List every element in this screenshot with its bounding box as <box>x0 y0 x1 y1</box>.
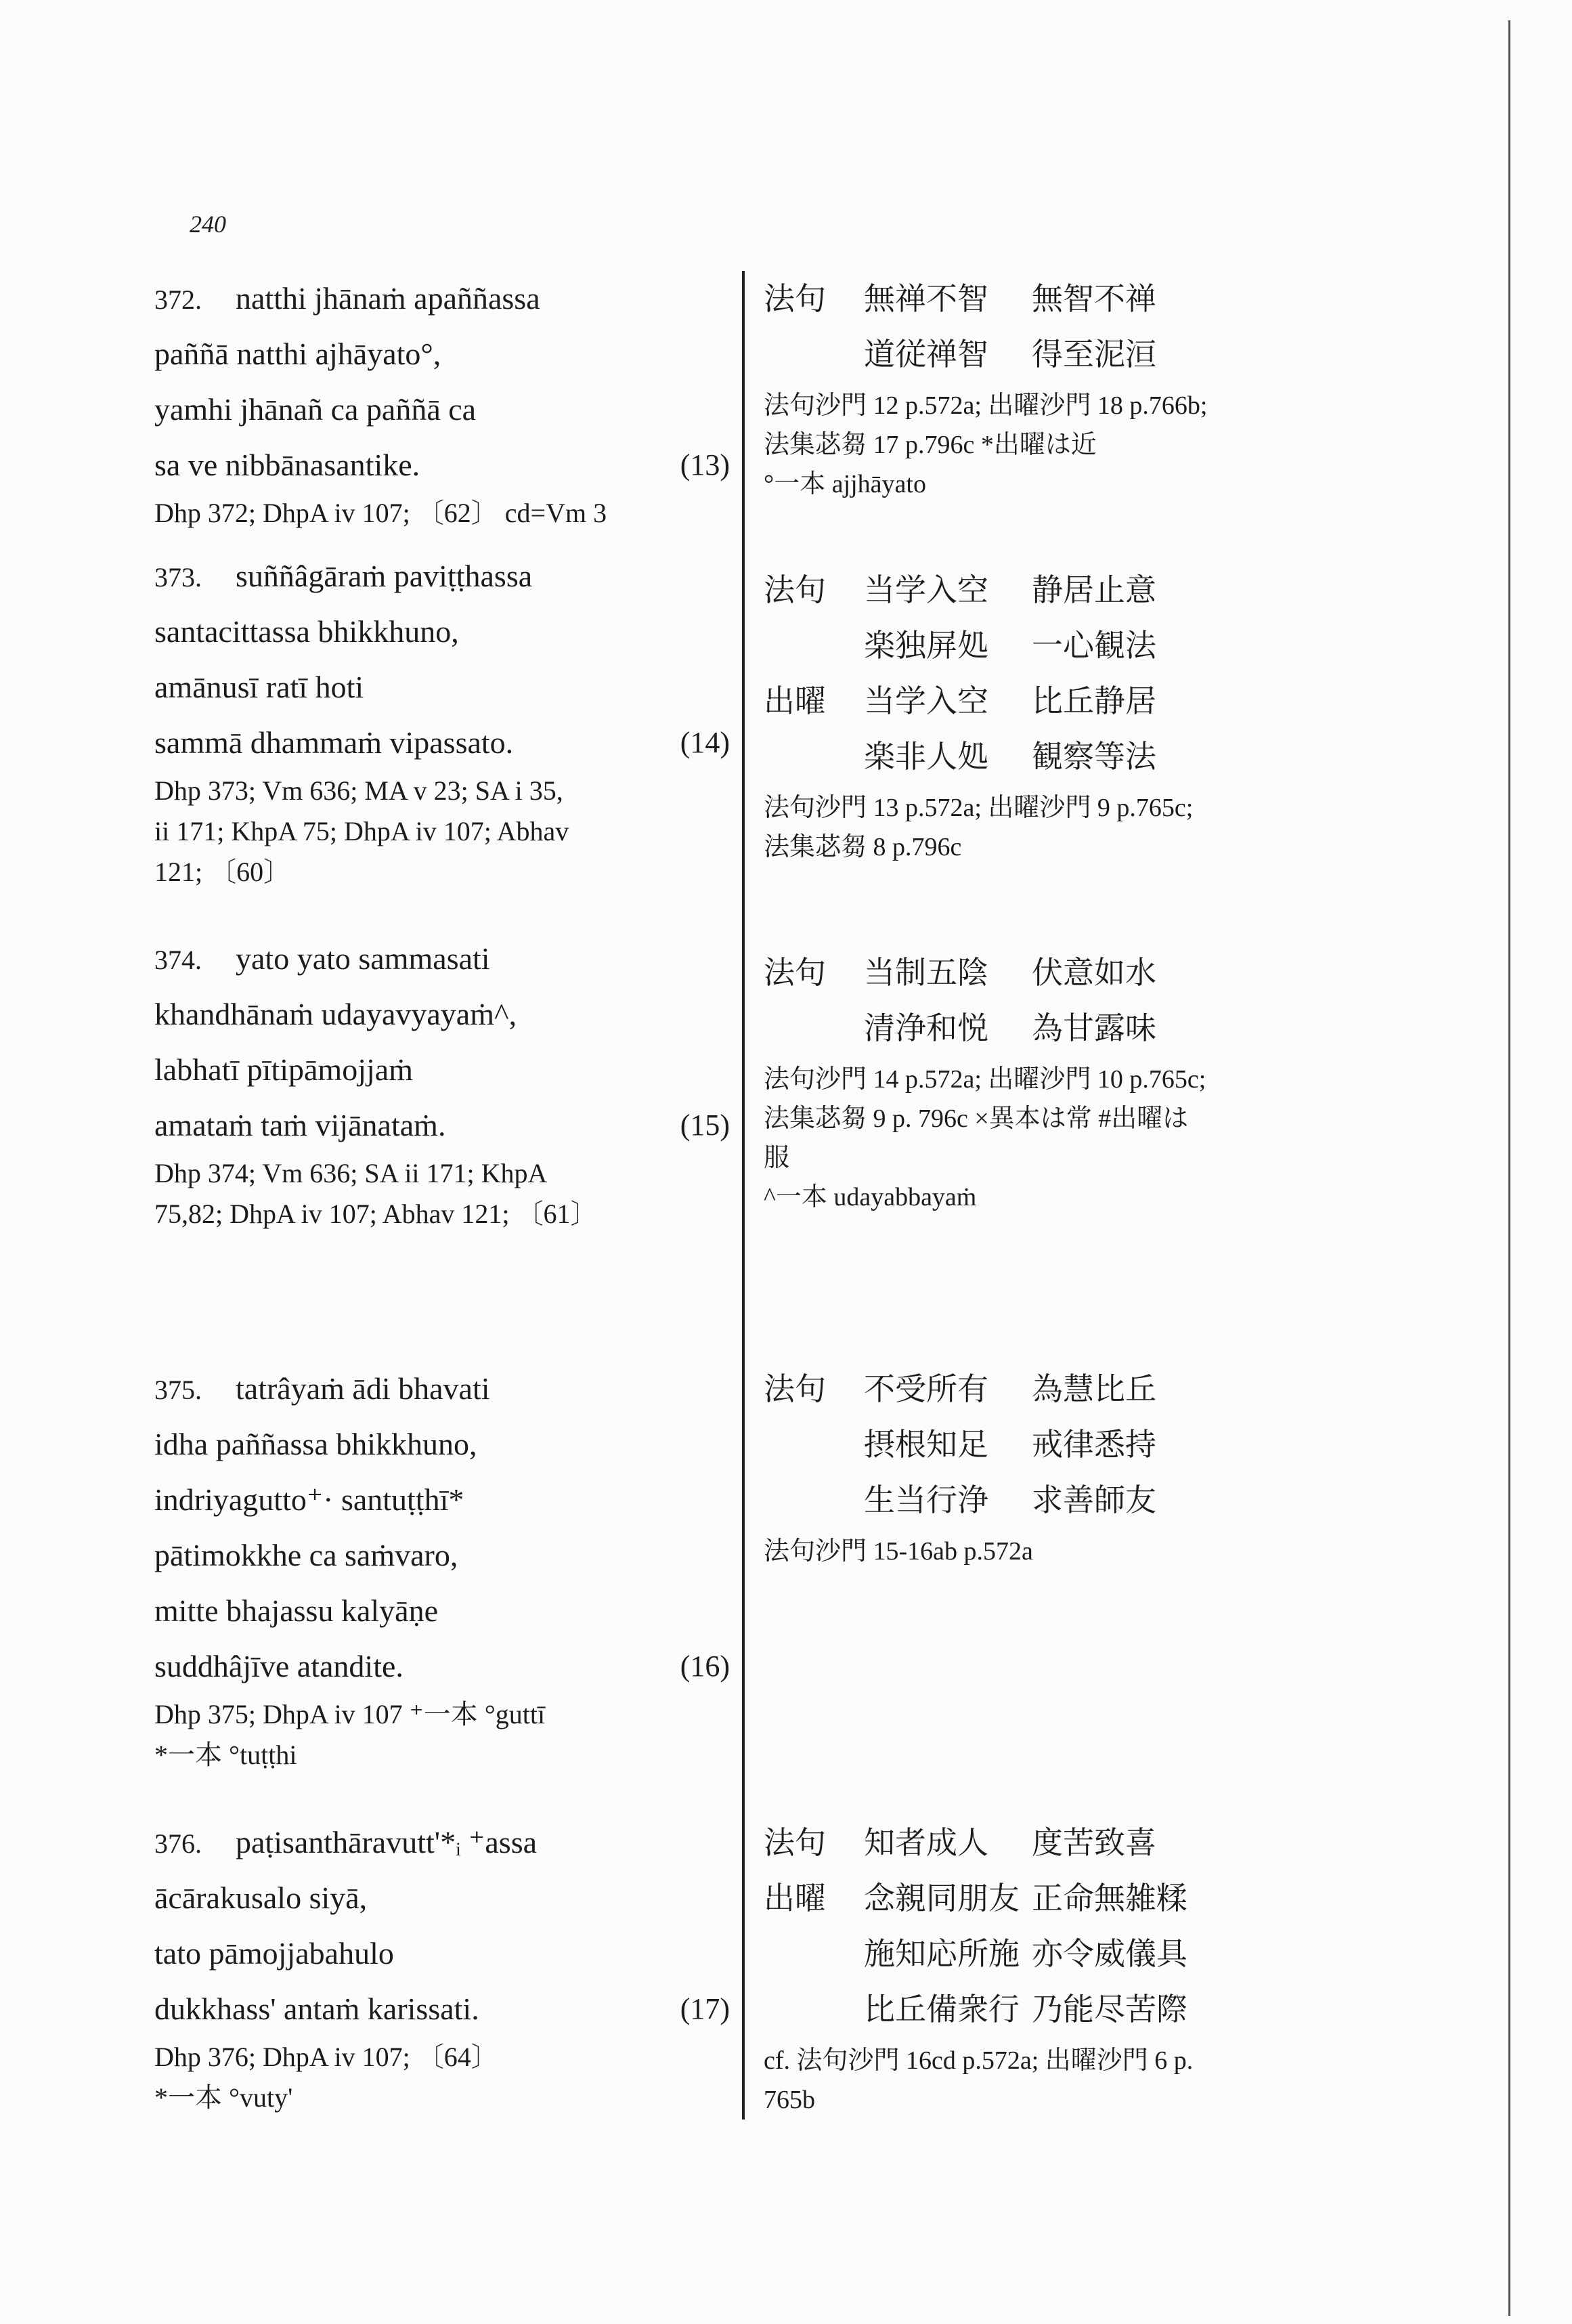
chinese-phrase: 為甘露味 <box>1032 1010 1156 1046</box>
reference-line: Dhp 372; DhpA iv 107; 〔62〕 cd=Vm 3 <box>154 498 607 528</box>
verse-text: pātimokkhe ca saṁvaro, <box>154 1538 458 1572</box>
verse-text: natthi jhānaṁ apaññassa <box>236 281 540 316</box>
chinese-source: 出曜 <box>764 1880 826 1916</box>
reference-line: Dhp 376; DhpA iv 107; 〔64〕 <box>154 2042 498 2072</box>
chinese-source: 法句 <box>764 1371 826 1407</box>
verse-text: ācārakusalo siyā, <box>154 1880 368 1915</box>
verse-serial: (14) <box>680 726 730 759</box>
chinese-phrase: 摂根知足 <box>864 1426 988 1463</box>
chinese-note-line: 765b <box>764 2086 815 2114</box>
chinese-phrase: 道従禅智 <box>864 336 988 372</box>
verse-text: tatrâyaṁ ādi bhavati <box>236 1371 490 1406</box>
verse-text: khandhānaṁ udayavyayaṁ^, <box>154 997 517 1031</box>
chinese-notes <box>764 386 1346 504</box>
chinese-phrase: 施知応所施 <box>864 1935 1020 1972</box>
verse-text: dukkhass' antaṁ karissati. <box>154 1992 479 2026</box>
chinese-entry <box>764 271 1346 504</box>
chinese-verse-row <box>764 1000 1346 1056</box>
chinese-verse-row <box>764 1472 1346 1528</box>
chinese-source: 出曜 <box>764 683 826 719</box>
chinese-verse-row <box>764 618 1346 673</box>
chinese-entry <box>764 945 1346 1217</box>
chinese-phrase: 無禅不智 <box>864 280 988 317</box>
chinese-note-line: 法集苾芻 17 p.796c *出曜は近 <box>764 431 1097 459</box>
chinese-verse-row <box>764 1926 1346 1981</box>
chinese-phrase: 比丘静居 <box>1032 683 1156 719</box>
reference-line: Dhp 375; DhpA iv 107 ⁺一本 °guttī <box>154 1699 546 1729</box>
chinese-entry <box>764 562 1346 867</box>
chinese-phrase: 当学入空 <box>864 683 988 719</box>
verse-text: tato pāmojjabahulo <box>154 1936 394 1971</box>
verse-text: amānusī ratī hoti <box>154 670 364 704</box>
chinese-verse-row <box>764 271 1346 326</box>
chinese-notes <box>764 788 1346 867</box>
chinese-phrase: 知者成人 <box>864 1824 988 1861</box>
reference-line: ii 171; KhpA 75; DhpA iv 107; Abhav <box>154 816 569 846</box>
chinese-note-line: 法集苾芻 9 p. 796c ×異本は常 #出曜は <box>764 1104 1189 1133</box>
reference-line: Dhp 373; Vm 636; MA v 23; SA i 35, <box>154 775 563 806</box>
chinese-note-line: °一本 ajjhāyato <box>764 470 926 498</box>
chinese-source: 法句 <box>764 1824 826 1861</box>
verse-serial: (16) <box>680 1650 730 1683</box>
chinese-phrase: 生当行浄 <box>864 1482 988 1518</box>
chinese-verse-row <box>764 1361 1346 1417</box>
chinese-phrase: 当学入空 <box>864 572 988 608</box>
chinese-note-line: 法句沙門 12 p.572a; 出曜沙門 18 p.766b; <box>764 391 1208 420</box>
verse-text: suññâgāraṁ paviṭṭhassa <box>236 559 533 593</box>
chinese-phrase: 乃能尽苦際 <box>1032 1991 1187 2027</box>
verse-text: santacittassa bhikkhuno, <box>154 614 459 649</box>
chinese-phrase: 無智不禅 <box>1032 280 1156 317</box>
chinese-verse-row <box>764 562 1346 618</box>
chinese-verse-row <box>764 729 1346 784</box>
verse-number: 374. <box>154 945 202 975</box>
chinese-note-line: 法集苾芻 8 p.796c <box>764 833 962 861</box>
verse-text: indriyagutto⁺· santuṭṭhī* <box>154 1482 464 1517</box>
verse-text: yamhi jhānañ ca paññā ca <box>154 392 477 427</box>
chinese-phrase: 楽非人処 <box>864 738 988 775</box>
verse-text: sammā dhammaṁ vipassato. <box>154 725 514 760</box>
verse-serial: (17) <box>680 1992 730 2025</box>
chinese-verse-row <box>764 1417 1346 1472</box>
chinese-notes <box>764 1532 1346 1571</box>
verse-text: labhatī pītipāmojjaṁ <box>154 1052 413 1087</box>
chinese-phrase: 度苦致喜 <box>1032 1824 1156 1861</box>
chinese-source: 法句 <box>764 280 826 317</box>
chinese-note-line: 服 <box>764 1144 790 1172</box>
chinese-verse-row <box>764 1981 1346 2037</box>
chinese-phrase: 当制五陰 <box>864 954 988 991</box>
chinese-notes <box>764 2041 1346 2119</box>
verse-serial: (13) <box>680 448 730 481</box>
chinese-phrase: 一心観法 <box>1032 627 1156 664</box>
page-number: 240 <box>190 211 226 238</box>
chinese-phrase: 為慧比丘 <box>1032 1371 1156 1407</box>
verse-text: sa ve nibbānasantike. <box>154 448 420 482</box>
verse-text: paṭisanthāravutt'*ᵢ ⁺assa <box>236 1825 538 1859</box>
chinese-entry <box>764 1815 1346 2119</box>
reference-line: 121; 〔60〕 <box>154 857 291 887</box>
chinese-phrase: 求善師友 <box>1032 1482 1156 1518</box>
chinese-notes <box>764 1060 1346 1217</box>
verse-number: 376. <box>154 1828 202 1859</box>
reference-line: Dhp 374; Vm 636; SA ii 171; KhpA <box>154 1158 548 1188</box>
chinese-phrase: 比丘備衆行 <box>864 1991 1020 2027</box>
chinese-verse-row <box>764 326 1346 382</box>
verse-text: paññā natthi ajhāyato°, <box>154 337 441 371</box>
verse-serial: (15) <box>680 1109 730 1142</box>
verse-text: amataṁ taṁ vijānataṁ. <box>154 1108 446 1142</box>
reference-line: *一本 °tuṭṭhi <box>154 1740 297 1770</box>
reference-line: *一本 °vuty' <box>154 2082 293 2113</box>
reference-line: 75,82; DhpA iv 107; Abhav 121; 〔61〕 <box>154 1199 598 1229</box>
chinese-phrase: 観察等法 <box>1032 738 1156 775</box>
verse-number: 372. <box>154 284 202 315</box>
chinese-note-line: ^一本 udayabbayaṁ <box>764 1183 977 1211</box>
chinese-note-line: 法句沙門 13 p.572a; 出曜沙門 9 p.765c; <box>764 794 1194 822</box>
chinese-verse-row <box>764 945 1346 1000</box>
chinese-note-line: 法句沙門 14 p.572a; 出曜沙門 10 p.765c; <box>764 1065 1206 1094</box>
chinese-source: 法句 <box>764 572 826 608</box>
chinese-verse-row <box>764 1870 1346 1926</box>
verse-number: 375. <box>154 1375 202 1405</box>
chinese-phrase: 楽独屏処 <box>864 627 988 664</box>
chinese-phrase: 亦令威儀具 <box>1032 1935 1187 1972</box>
verse-text: mitte bhajassu kalyāṇe <box>154 1593 438 1628</box>
chinese-phrase: 不受所有 <box>864 1371 988 1407</box>
chinese-phrase: 伏意如水 <box>1032 954 1156 991</box>
chinese-phrase: 戒律悉持 <box>1032 1426 1156 1463</box>
chinese-source: 法句 <box>764 954 826 991</box>
verse-text: suddhâjīve atandite. <box>154 1649 403 1683</box>
chinese-entry <box>764 1361 1346 1571</box>
chinese-phrase: 静居止意 <box>1032 572 1156 608</box>
chinese-phrase: 念親同朋友 <box>864 1880 1020 1916</box>
chinese-phrase: 清浄和悦 <box>864 1010 988 1046</box>
verse-number: 373. <box>154 562 202 593</box>
chinese-verse-row <box>764 673 1346 729</box>
chinese-phrase: 得至泥洹 <box>1032 336 1156 372</box>
verse-text: yato yato sammasati <box>236 941 490 976</box>
chinese-phrase: 正命無雑糅 <box>1032 1880 1187 1916</box>
chinese-note-line: cf. 法句沙門 16cd p.572a; 出曜沙門 6 p. <box>764 2046 1194 2075</box>
chinese-note-line: 法句沙門 15-16ab p.572a <box>764 1537 1033 1566</box>
verse-text: idha paññassa bhikkhuno, <box>154 1427 477 1461</box>
chinese-verse-row <box>764 1815 1346 1870</box>
